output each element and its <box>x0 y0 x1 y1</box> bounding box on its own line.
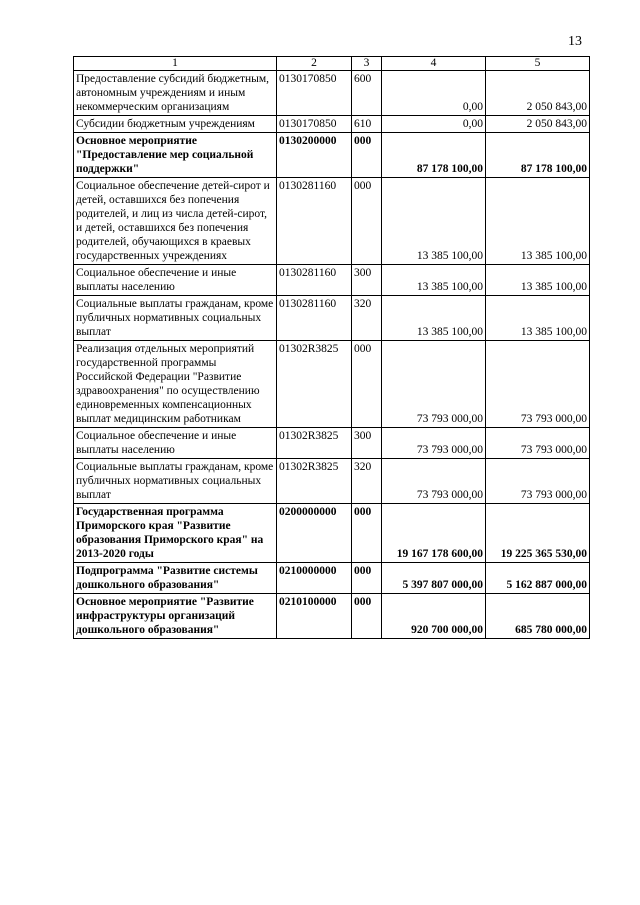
row-value-col5-cell: 2 050 843,00 <box>486 71 590 116</box>
table-row <box>74 459 590 504</box>
row-type-cell: 000 <box>352 341 382 428</box>
row-code-cell: 01302R3825 <box>277 341 352 428</box>
table-row <box>74 594 590 639</box>
row-value-col4-cell: 19 167 178 600,00 <box>382 504 486 563</box>
row-type-cell: 000 <box>352 504 382 563</box>
row-name-cell: Основное мероприятие "Развитие инфраструктуры организаций дошкольного образования" <box>74 594 277 639</box>
page-number: 13 <box>568 34 582 49</box>
row-value-col5-cell: 13 385 100,00 <box>486 265 590 296</box>
row-name-cell: Социальные выплаты гражданам, кроме публичных нормативных социальных выплат <box>74 459 277 504</box>
table-row <box>74 428 590 459</box>
row-value-col5-cell: 19 225 365 530,00 <box>486 504 590 563</box>
column-header-1: 1 <box>74 57 277 71</box>
row-name-cell: Реализация отдельных мероприятий государственной программы Российской Федерации "Развитие здравоохранения" по осуществлению единовременных компенсационных выплат медицинским работникам <box>74 341 277 428</box>
table-row <box>74 296 590 341</box>
row-code-cell: 01302R3825 <box>277 459 352 504</box>
row-value-col4-cell: 87 178 100,00 <box>382 133 486 178</box>
row-name-cell: Социальное обеспечение и иные выплаты населению <box>74 428 277 459</box>
table-row <box>74 265 590 296</box>
row-name-cell: Социальное обеспечение и иные выплаты населению <box>74 265 277 296</box>
row-value-col5-cell: 73 793 000,00 <box>486 341 590 428</box>
row-code-cell: 0200000000 <box>277 504 352 563</box>
row-value-col4-cell: 0,00 <box>382 71 486 116</box>
row-code-cell: 0210100000 <box>277 594 352 639</box>
row-code-cell: 0130281160 <box>277 265 352 296</box>
row-code-cell: 0130281160 <box>277 178 352 265</box>
row-value-col5-cell: 73 793 000,00 <box>486 459 590 504</box>
row-value-col4-cell: 13 385 100,00 <box>382 178 486 265</box>
row-value-col4-cell: 0,00 <box>382 116 486 133</box>
row-name-cell: Социальное обеспечение детей-сирот и детей, оставшихся без попечения родителей, и лиц из числа детей-сирот, и детей, оставшихся без попечения родителей, обучающихся в краевых государственных учреждениях <box>74 178 277 265</box>
table-header-row <box>74 57 590 71</box>
table-row <box>74 133 590 178</box>
row-type-cell: 000 <box>352 594 382 639</box>
row-code-cell: 01302R3825 <box>277 428 352 459</box>
row-value-col4-cell: 73 793 000,00 <box>382 341 486 428</box>
row-value-col4-cell: 13 385 100,00 <box>382 265 486 296</box>
row-code-cell: 0130170850 <box>277 71 352 116</box>
row-type-cell: 300 <box>352 428 382 459</box>
row-value-col4-cell: 73 793 000,00 <box>382 428 486 459</box>
row-type-cell: 320 <box>352 296 382 341</box>
row-value-col5-cell: 13 385 100,00 <box>486 178 590 265</box>
row-code-cell: 0130200000 <box>277 133 352 178</box>
row-value-col5-cell: 5 162 887 000,00 <box>486 563 590 594</box>
row-name-cell: Социальные выплаты гражданам, кроме публичных нормативных социальных выплат <box>74 296 277 341</box>
row-type-cell: 000 <box>352 133 382 178</box>
row-value-col5-cell: 73 793 000,00 <box>486 428 590 459</box>
column-header-3: 3 <box>352 57 382 71</box>
row-value-col5-cell: 685 780 000,00 <box>486 594 590 639</box>
row-value-col5-cell: 2 050 843,00 <box>486 116 590 133</box>
table-row <box>74 178 590 265</box>
row-name-cell: Подпрограмма "Развитие системы дошкольного образования" <box>74 563 277 594</box>
table-row <box>74 341 590 428</box>
row-type-cell: 000 <box>352 178 382 265</box>
row-value-col4-cell: 920 700 000,00 <box>382 594 486 639</box>
row-value-col5-cell: 87 178 100,00 <box>486 133 590 178</box>
row-value-col5-cell: 13 385 100,00 <box>486 296 590 341</box>
budget-table <box>73 56 590 639</box>
table-row <box>74 504 590 563</box>
row-value-col4-cell: 73 793 000,00 <box>382 459 486 504</box>
table-row <box>74 563 590 594</box>
row-name-cell: Предоставление субсидий бюджетным, автономным учреждениям и иным некоммерческим организациям <box>74 71 277 116</box>
row-type-cell: 600 <box>352 71 382 116</box>
row-value-col4-cell: 13 385 100,00 <box>382 296 486 341</box>
table-row <box>74 71 590 116</box>
row-name-cell: Основное мероприятие "Предоставление мер социальной поддержки" <box>74 133 277 178</box>
row-name-cell: Государственная программа Приморского края "Развитие образования Приморского края" на 2013-2020 годы <box>74 504 277 563</box>
row-code-cell: 0210000000 <box>277 563 352 594</box>
row-name-cell: Субсидии бюджетным учреждениям <box>74 116 277 133</box>
row-type-cell: 300 <box>352 265 382 296</box>
row-type-cell: 610 <box>352 116 382 133</box>
row-type-cell: 320 <box>352 459 382 504</box>
table-row <box>74 116 590 133</box>
column-header-2: 2 <box>277 57 352 71</box>
column-header-5: 5 <box>486 57 590 71</box>
row-value-col4-cell: 5 397 807 000,00 <box>382 563 486 594</box>
row-code-cell: 0130281160 <box>277 296 352 341</box>
row-code-cell: 0130170850 <box>277 116 352 133</box>
column-header-4: 4 <box>382 57 486 71</box>
row-type-cell: 000 <box>352 563 382 594</box>
